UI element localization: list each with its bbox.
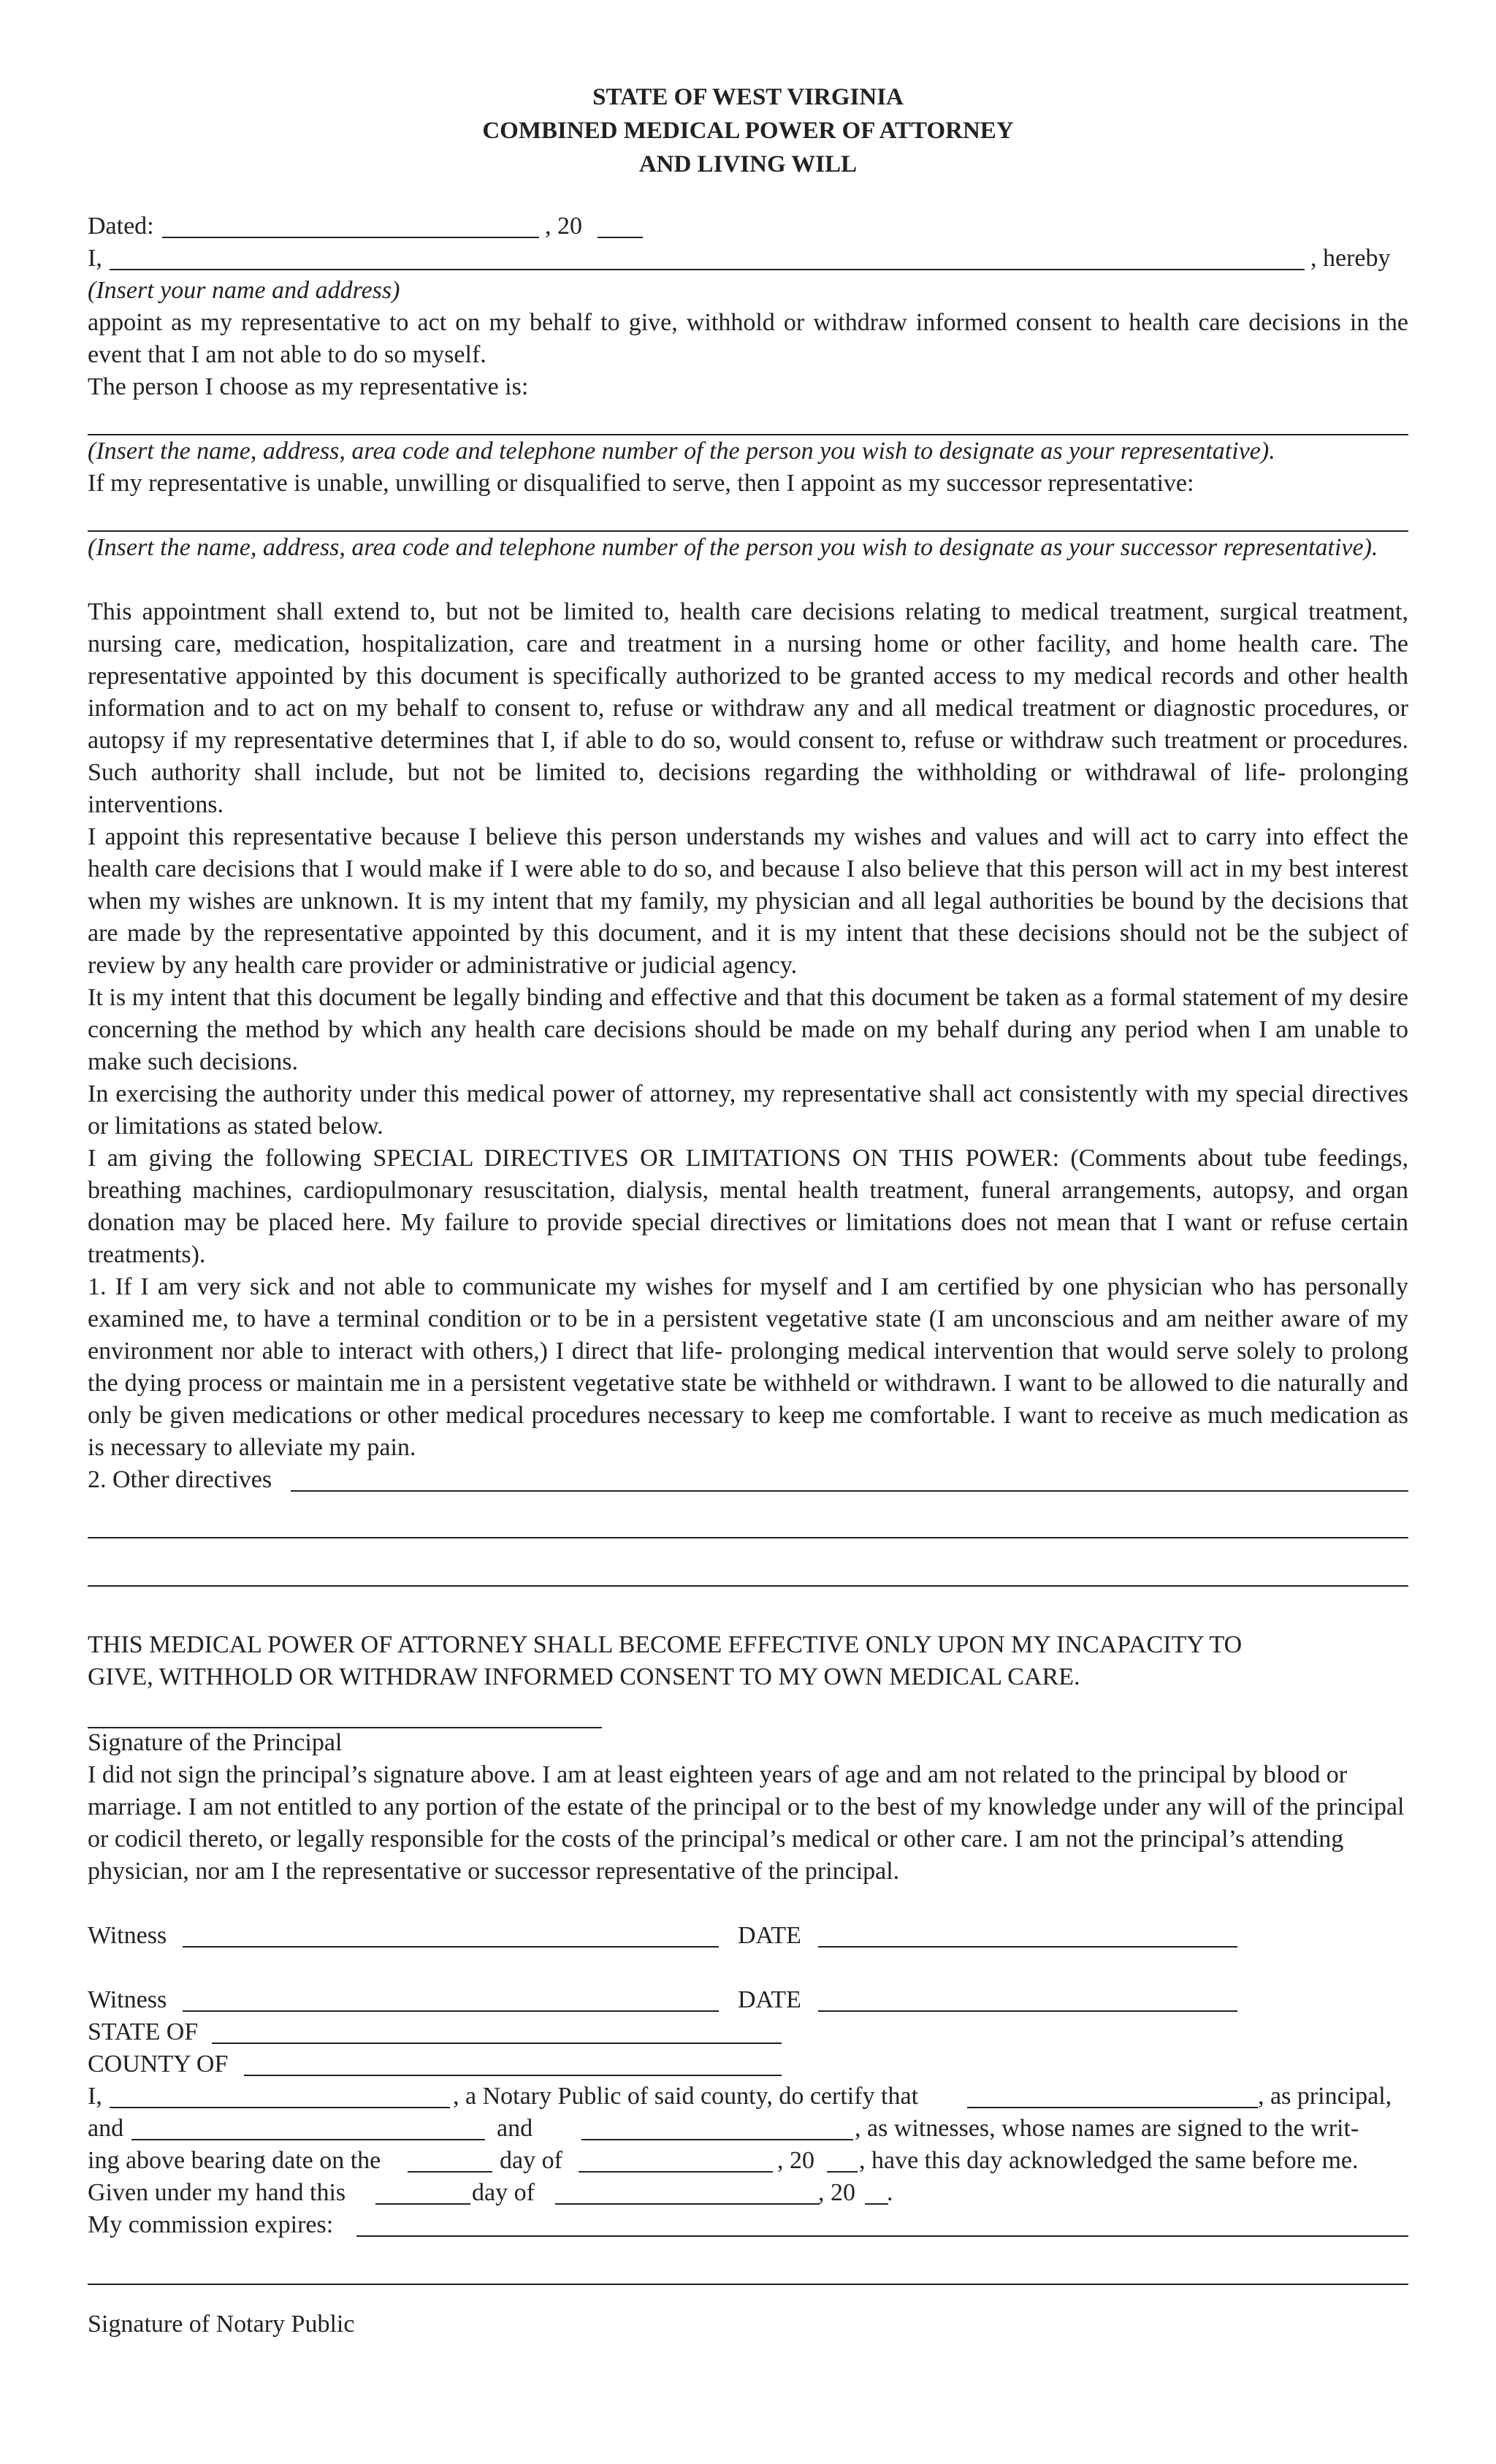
other-directives-label: 2. Other directives <box>88 1466 272 1493</box>
state-of-field[interactable] <box>212 2018 782 2044</box>
bearing-date-day-field[interactable] <box>408 2146 492 2173</box>
given-year-field[interactable] <box>865 2178 888 2205</box>
bearing-date-year-field[interactable] <box>827 2146 858 2173</box>
hereby-text: , hereby <box>1310 245 1391 272</box>
paragraph-authority: In exercising the authority under this medical power of attorney, my representative shall act consistently with my special directives or limitations as stated below. <box>88 1080 1408 1140</box>
witness-1-date-field[interactable] <box>818 1921 1237 1948</box>
title-line-1: STATE OF WEST VIRGINIA <box>592 84 904 110</box>
witness-statement: I did not sign the principal’s signature above. I am at least eighteen years of age and am not related to the principal by blood or marriage. I am not entitled to any portion of the estate of the principal or to the best of my knowledge under any will of the principal or codicil thereto, or legally responsible for the costs of the principal’s medical or other care. I am not the principal’s attending physician, nor am I the representative or successor representative of the principal. <box>88 1761 1405 1885</box>
comma-20-label-2: , 20 <box>818 2179 855 2206</box>
principal-i-label: I, <box>88 245 102 272</box>
witness-1-field[interactable] <box>183 1921 719 1948</box>
county-of-label: COUNTY OF <box>88 2051 229 2078</box>
comma-20-label-1: , 20 <box>777 2147 814 2174</box>
day-of-label-1: day of <box>500 2147 562 2174</box>
as-witnesses-text: , as witnesses, whose names are signed to the writ- <box>855 2115 1359 2142</box>
witness-b-name-field[interactable] <box>581 2114 853 2140</box>
appoint-paragraph: appoint as my representative to act on my behalf to give, withhold or withdraw informed consent to health care decisions in the event that I am not able to do so myself. <box>88 309 1408 368</box>
notary-certify-text: , a Notary Public of said county, do certify that <box>453 2083 919 2110</box>
representative-instruction: (Insert the name, address, area code and telephone number of the person you wish to designate as your representative). <box>88 438 1275 465</box>
effective-line-2: GIVE, WITHHOLD OR WITHDRAW INFORMED CONSENT TO MY OWN MEDICAL CARE. <box>88 1663 1080 1690</box>
effective-line-1: THIS MEDICAL POWER OF ATTORNEY SHALL BECOME EFFECTIVE ONLY UPON MY INCAPACITY TO <box>88 1631 1243 1658</box>
dated-field[interactable] <box>162 212 539 238</box>
witness-2-field[interactable] <box>183 1986 719 2012</box>
witness-1-label: Witness <box>88 1922 167 1949</box>
acknowledged-text: , have this day acknowledged the same before me. <box>859 2147 1359 2174</box>
successor-text: If my representative is unable, unwilling or disqualified to serve, then I appoint as my successor representative: <box>88 470 1194 497</box>
successor-instruction: (Insert the name, address, area code and telephone number of the person you wish to designate as your successor representative). <box>88 534 1378 561</box>
given-day-field[interactable] <box>375 2178 470 2205</box>
notary-name-field[interactable] <box>110 2082 450 2108</box>
principal-signature-label: Signature of the Principal <box>88 1729 343 1756</box>
principal-name-notary-field[interactable] <box>967 2082 1258 2108</box>
as-principal-text: , as principal, <box>1258 2083 1392 2110</box>
dated-year-prefix: , 20 <box>545 213 582 240</box>
and-label-2: and <box>497 2115 533 2142</box>
paragraph-scope: This appointment shall extend to, but not be limited to, health care decisions relating to medical treatment, surgical treatment, nursing care, medication, hospitalization, care and treatment in a nursing home or other facility, and home health care. The representative appointed by this document is specifically authorized to be granted access to my medical records and other health information and to act on my behalf to consent to, refuse or withdraw any and all medical treatment or diagnostic procedures, or autopsy if my representative determines that I, if able to do so, would consent to, refuse or withdraw such treatment or procedures. Such authority shall include, but not be limited to, decisions regarding the withholding or withdrawal of life- prolonging interventions. <box>88 598 1408 818</box>
witness-1-date-label: DATE <box>738 1922 801 1949</box>
day-of-label-2: day of <box>472 2179 535 2206</box>
title-line-2: COMBINED MEDICAL POWER OF ATTORNEY <box>482 118 1014 144</box>
commission-expires-label: My commission expires: <box>88 2211 334 2238</box>
witness-2-label: Witness <box>88 1986 167 2013</box>
title-line-3: AND LIVING WILL <box>638 151 858 178</box>
paragraph-intent: It is my intent that this document be legally binding and effective and that this document be taken as a formal statement of my desire concerning the method by which any health care decisions should be made on my behalf during any period when I am unable to make such decisions. <box>88 984 1408 1075</box>
witness-a-name-field[interactable] <box>131 2114 485 2140</box>
dated-year-field[interactable] <box>598 212 643 238</box>
document-title <box>0 80 1496 181</box>
other-directives-field-3[interactable] <box>88 1585 1408 1587</box>
dated-label: Dated: <box>88 213 154 240</box>
bearing-date-month-field[interactable] <box>579 2146 773 2173</box>
and-label-1: and <box>88 2115 124 2142</box>
notary-i-label: I, <box>88 2083 102 2110</box>
other-directives-field-1[interactable] <box>291 1465 1408 1492</box>
given-under-hand-text: Given under my hand this <box>88 2179 346 2206</box>
witness-2-date-field[interactable] <box>818 1986 1237 2012</box>
choose-representative-text: The person I choose as my representative is: <box>88 373 529 400</box>
other-directives-field-2[interactable] <box>88 1537 1408 1538</box>
state-of-label: STATE OF <box>88 2018 199 2045</box>
notary-signature-label: Signature of Notary Public <box>88 2311 355 2338</box>
given-period: . <box>887 2179 893 2206</box>
commission-expires-field[interactable] <box>356 2211 1408 2237</box>
county-of-field[interactable] <box>244 2050 782 2076</box>
paragraph-special-directives: I am giving the following SPECIAL DIRECTIVES OR LIMITATIONS ON THIS POWER: (Comments about tube feedings, breathing machines, cardiopulmonary resuscitation, dialysis, mental health treatment, funeral arrangements, autopsy, and organ donation may be placed here. My failure to provide special directives or limitations does not mean that I want or refuse certain treatments). <box>88 1145 1408 1268</box>
paragraph-directive-1: 1. If I am very sick and not able to communicate my wishes for myself and I am certified by one physician who has personally examined me, to have a terminal condition or to be in a persistent vegetative state (I am unconscious and am neither aware of my environment nor able to interact with others,) I direct that life- prolonging medical intervention that would serve solely to prolong the dying process or maintain me in a persistent vegetative state be withheld or withdrawn. I want to be allowed to die naturally and only be given medications or other medical procedures necessary to keep me comfortable. I want to receive as much medication as is necessary to alleviate my pain. <box>88 1273 1408 1461</box>
paragraph-reason: I appoint this representative because I believe this person understands my wishes and values and will act to carry into effect the health care decisions that I would make if I were able to do so, and because I also believe that this person will act in my best interest when my wishes are unknown. It is my intent that my family, my physician and all legal authorities be bound by the decisions that are made by the representative appointed by this document, and it is my intent that these decisions should not be the subject of review by any health care provider or administrative or judicial agency. <box>88 823 1408 979</box>
given-month-field[interactable] <box>555 2178 820 2205</box>
witness-2-date-label: DATE <box>738 1986 801 2013</box>
notary-signature-line[interactable] <box>88 2284 1408 2285</box>
principal-instruction: (Insert your name and address) <box>88 277 400 304</box>
principal-name-field[interactable] <box>110 244 1305 270</box>
writing-above-text: ing above bearing date on the <box>88 2147 381 2174</box>
